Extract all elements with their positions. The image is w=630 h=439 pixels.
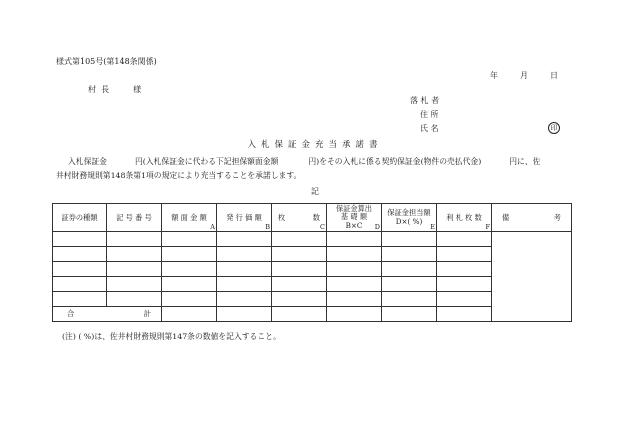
table-cell[interactable] — [437, 277, 492, 292]
header-count: 枚 数 C — [272, 204, 327, 232]
total-cell[interactable] — [327, 307, 382, 322]
date-year: 年 — [490, 71, 498, 80]
total-cell[interactable] — [217, 307, 272, 322]
table-cell[interactable] — [107, 292, 162, 307]
table-cell[interactable] — [382, 247, 437, 262]
table-cell[interactable] — [327, 262, 382, 277]
total-cell[interactable] — [162, 307, 217, 322]
remarks-cell[interactable] — [492, 232, 572, 322]
addressee — [88, 86, 141, 94]
table-cell[interactable] — [217, 232, 272, 247]
table-cell[interactable] — [272, 292, 327, 307]
address-label: 住 所 — [420, 110, 439, 119]
header-remarks: 備 考 — [492, 204, 572, 232]
table-cell[interactable] — [382, 277, 437, 292]
table-cell[interactable] — [107, 232, 162, 247]
table-cell[interactable] — [107, 262, 162, 277]
header-security-type: 証券の種類 — [53, 204, 107, 232]
table-row — [53, 232, 572, 247]
table-cell[interactable] — [162, 247, 217, 262]
table-cell[interactable] — [53, 232, 107, 247]
header-issue-price: 発 行 価 額 B — [217, 204, 272, 232]
securities-table — [52, 203, 572, 322]
bidder-label: 落 札 者 — [410, 96, 440, 105]
header-face-value: 額 面 金 額 A — [162, 204, 217, 232]
table-cell[interactable] — [217, 262, 272, 277]
date-day: 日 — [550, 71, 558, 80]
table-cell[interactable] — [437, 247, 492, 262]
addressee-head: 長 — [101, 85, 110, 94]
table-cell[interactable] — [53, 277, 107, 292]
header-basis-amount: 保証金算出 基 礎 額 B×C D — [327, 204, 382, 232]
total-cell[interactable] — [437, 307, 492, 322]
total-cell[interactable] — [382, 307, 437, 322]
table-cell[interactable] — [53, 262, 107, 277]
table-cell[interactable] — [162, 262, 217, 277]
table-cell[interactable] — [107, 247, 162, 262]
header-symbol-number: 記 号 番 号 — [107, 204, 162, 232]
table-cell[interactable] — [53, 247, 107, 262]
addressee-honorific: 様 — [133, 85, 142, 94]
body-line-1 — [68, 158, 540, 166]
date-line — [490, 72, 558, 80]
table-cell[interactable] — [272, 262, 327, 277]
total-cell[interactable] — [272, 307, 327, 322]
footnote: (注) ( %)は、佐井村財務規則第147条の数値を記入すること。 — [62, 332, 281, 341]
addressee-village: 村 — [88, 85, 96, 94]
body-yen-text: 円に、佐 — [509, 157, 541, 166]
table-cell[interactable] — [217, 277, 272, 292]
form-number: 様式第105号(第148条関係) — [56, 57, 157, 66]
seal-mark: 印 — [548, 122, 560, 134]
table-header-row — [53, 204, 572, 232]
table-cell[interactable] — [107, 277, 162, 292]
header-deposit-amount: 保証金担当額 D×( %) E — [382, 204, 437, 232]
body-deposit-label: 入札保証金 — [68, 157, 107, 166]
table-cell[interactable] — [437, 262, 492, 277]
body-contract-text: 円)をその入札に係る契約保証金(物件の売払代金) — [308, 157, 482, 166]
table-cell[interactable] — [53, 292, 107, 307]
document-title: 入札保証金充当承諾書 — [247, 140, 383, 150]
table-cell[interactable] — [382, 262, 437, 277]
body-security-text: 円(入札保証金に代わる下記担保額面金額 — [134, 157, 279, 166]
table-cell[interactable] — [437, 292, 492, 307]
table-cell[interactable] — [327, 277, 382, 292]
table-cell[interactable] — [272, 277, 327, 292]
name-label: 氏 名 — [420, 124, 439, 133]
table-cell[interactable] — [327, 247, 382, 262]
table-cell[interactable] — [437, 232, 492, 247]
header-coupon-count: 利 札 枚 数 F — [437, 204, 492, 232]
table-cell[interactable] — [382, 292, 437, 307]
table-cell[interactable] — [162, 232, 217, 247]
date-month: 月 — [520, 71, 528, 80]
table-cell[interactable] — [162, 277, 217, 292]
table-cell[interactable] — [272, 247, 327, 262]
table-cell[interactable] — [327, 232, 382, 247]
table-cell[interactable] — [382, 232, 437, 247]
table-cell[interactable] — [327, 292, 382, 307]
table-cell[interactable] — [162, 292, 217, 307]
ki-heading: 記 — [311, 187, 319, 196]
total-label: 合 計 — [53, 307, 162, 322]
body-line-2: 井村財務規則第148条第1項の規定により充当することを承諾します。 — [56, 171, 302, 180]
table-cell[interactable] — [217, 292, 272, 307]
table-cell[interactable] — [272, 232, 327, 247]
table-cell[interactable] — [217, 247, 272, 262]
